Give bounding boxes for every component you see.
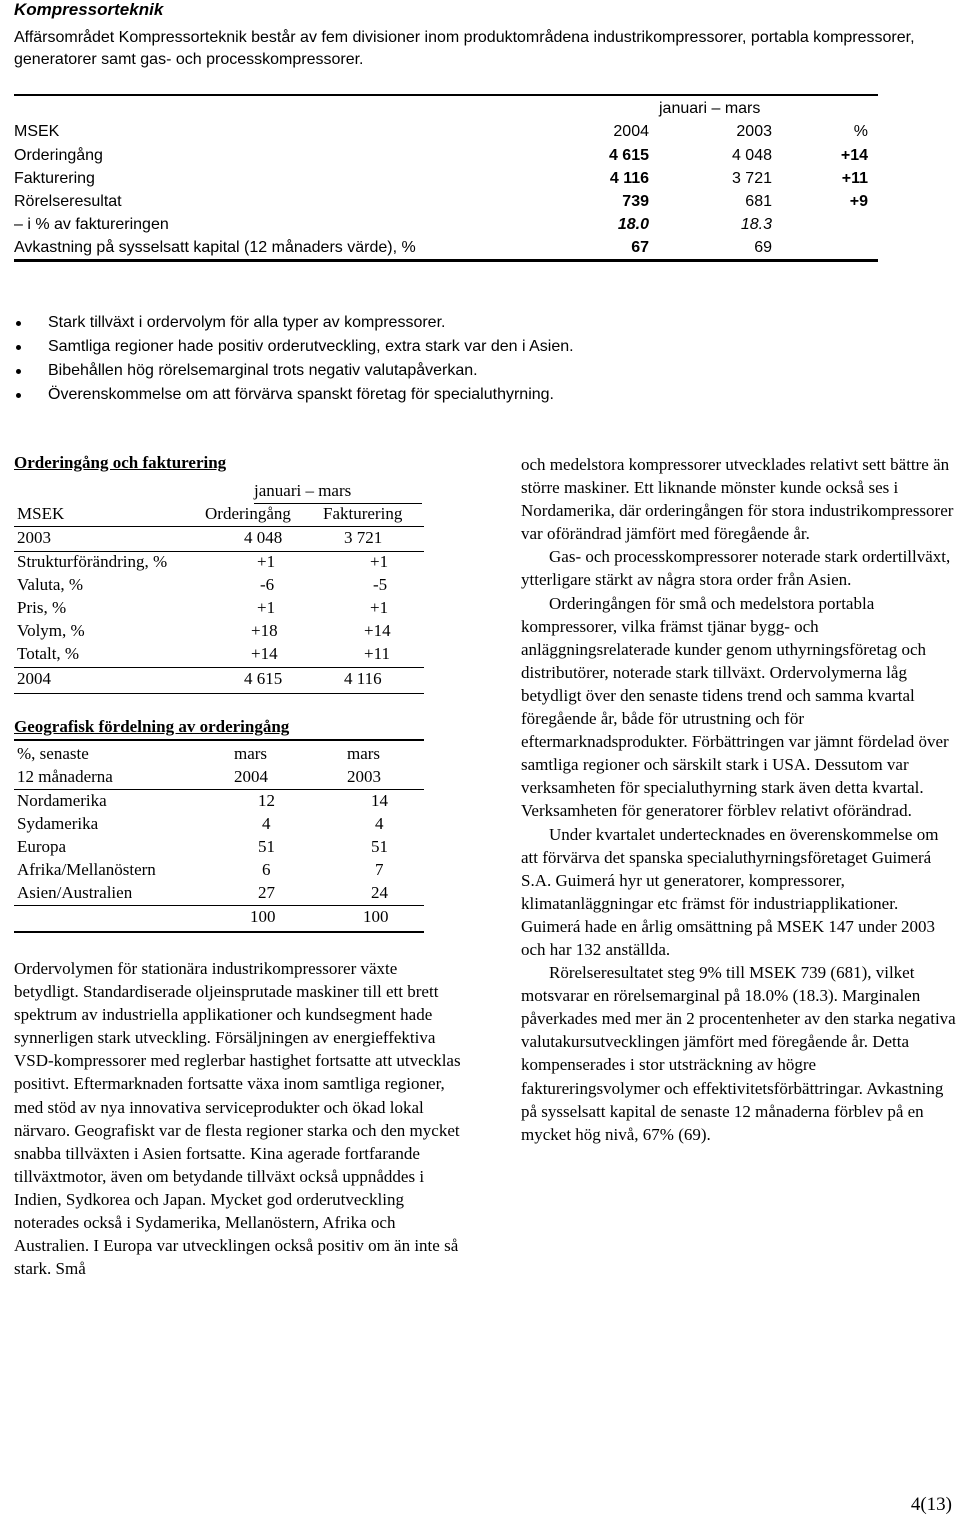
orders-value: +1 <box>257 552 276 571</box>
row-rule <box>14 905 424 906</box>
page-number: 4(13) <box>910 1494 952 1515</box>
row-label: Avkastning på sysselsatt kapital (12 månaders värde), % <box>14 239 416 256</box>
invoicing-value: +1 <box>370 598 389 617</box>
year-2003-header: 2003 <box>736 123 772 140</box>
row-value-2004: 18.0 <box>617 216 649 233</box>
bullet-icon <box>16 321 21 326</box>
bullet-icon <box>16 345 21 350</box>
header-year-2004: 2004 <box>234 767 268 786</box>
invoicing-value: 3 721 <box>344 528 383 547</box>
bullet-text: Bibehållen hög rörelsemarginal trots negativ valutapåverkan. <box>48 362 478 379</box>
invoicing-value: +1 <box>370 552 389 571</box>
row-value-2003: 18.3 <box>740 216 772 233</box>
row-value-2004: 67 <box>631 239 649 256</box>
share-2003: 4 <box>375 814 384 833</box>
row-value-2004: 4 116 <box>609 170 649 187</box>
share-2003: 51 <box>371 837 388 856</box>
row-label: Fakturering <box>14 170 95 187</box>
invoicing-value: -5 <box>373 575 388 594</box>
row-label: Totalt, % <box>17 644 80 663</box>
row-label: Rörelseresultat <box>14 193 122 210</box>
row-value-2004: 4 615 <box>608 147 649 164</box>
share-2004: 4 <box>262 814 271 833</box>
region-label: Europa <box>17 837 67 856</box>
header-label: %, senaste <box>17 744 89 763</box>
row-label: Pris, % <box>17 598 67 617</box>
list-item <box>14 311 914 335</box>
row-label: Volym, % <box>17 621 85 640</box>
region-label: Afrika/Mellanöstern <box>17 860 156 879</box>
region-label: Asien/Australien <box>17 883 133 902</box>
row-change: +14 <box>840 147 868 164</box>
orders-value: 4 048 <box>244 528 283 547</box>
row-rule <box>14 667 424 668</box>
list-item <box>14 335 914 359</box>
share-2004: 27 <box>258 883 275 902</box>
share-2003: 7 <box>375 860 384 879</box>
period-header: januari – mars <box>254 481 352 500</box>
paragraph: Rörelseresultatet steg 9% till MSEK 739 (681), vilket motsvarar en rörelsemarginal på 18.0% (18.3). Marginalen påverkades med mer än 2 procentenheter av den starka negativa valutakursutvecklingen jämfört med föregående år. Detta kompenserades i stor utsträckning av högre faktureringsvolymer och effektivitetsförbättringar. Avkastning på sysselsatt kapital de senaste 12 månaderna förblev på en mycket hög nivå, 67% (69). <box>521 963 956 1144</box>
orders-value: +1 <box>257 598 276 617</box>
header-label: 12 månaderna <box>17 767 113 786</box>
row-label: 2003 <box>17 528 51 547</box>
share-2003: 24 <box>371 883 388 902</box>
table-rule-bottom <box>14 931 424 933</box>
unit-header: MSEK <box>14 123 60 140</box>
bullet-text: Stark tillväxt i ordervolym för alla typer av kompressorer. <box>48 314 446 331</box>
header-rule <box>14 526 424 527</box>
row-value-2003: 3 721 <box>731 170 772 187</box>
orders-value: +14 <box>251 644 278 663</box>
row-value-2004: 739 <box>622 193 649 210</box>
paragraph: och medelstora kompressorer utvecklades relativt sett bättre än större maskiner. Ett liknande mönster kunde också ses i Nordamerika, där orderingången för stora industrikompressorer var oförändrad jämfört med föregående år. <box>521 455 954 544</box>
bullet-icon <box>16 369 21 374</box>
header-month-2004: mars <box>234 744 268 763</box>
share-2004: 51 <box>258 837 275 856</box>
row-value-2003: 4 048 <box>731 147 772 164</box>
region-label: Sydamerika <box>17 814 99 833</box>
paragraph: Under kvartalet undertecknades en överenskommelse om att förvärva det spanska specialuthyrningsföretaget Guimerá S.A. Guimerá hyr ut generatorer, kompressorer, klimatanläggningar etc främst för industriapplikationer. Guimerá hade en årlig omsättning på MSEK 147 under 2003 och har 132 anställda. <box>521 824 939 959</box>
list-item <box>14 383 914 407</box>
row-label: – i % av faktureringen <box>14 216 169 233</box>
row-value-2003: 69 <box>754 239 772 256</box>
total-2003: 100 <box>363 907 389 926</box>
row-label: Valuta, % <box>17 575 84 594</box>
orders-header: Orderingång <box>205 504 291 523</box>
bullet-icon <box>16 393 21 398</box>
invoicing-value: +14 <box>364 621 391 640</box>
paragraph: Orderingången för små och medelstora portabla kompressorer, vilka främst tjänar bygg- och anläggningsrelaterade kunder genom uthyrningsföretag och distributörer, noterade stark tillväxt. Ordervolymerna låg betydligt över den senaste tidens trend och samma kvartal föregående år, både för utrustning och för eftermarknadsprodukter. Förbättringen var jämnt fördelad över samtliga regioner och särskilt stark i USA. Dessutom var verksamheten för specialuthyrning stark även detta kvartal. Verksamheten för generatorer förblev relativt oförändrad. <box>521 593 949 821</box>
header-rule <box>14 739 424 741</box>
row-label: Orderingång <box>14 147 103 164</box>
share-2003: 14 <box>371 791 388 810</box>
intro-paragraph: Affärsområdet Kompressorteknik består av fem divisioner inom produktområdena industrikompressorer, portabla kompressorer, generatorer samt gas- och processkompressorer. <box>14 29 915 68</box>
share-2004: 12 <box>258 791 275 810</box>
highlights-list <box>14 311 914 407</box>
invoicing-value: +11 <box>364 644 390 663</box>
share-2004: 6 <box>262 860 271 879</box>
order-invoicing-table <box>14 453 424 698</box>
period-header: januari – mars <box>659 100 761 117</box>
year-2004-header: 2004 <box>613 123 649 140</box>
header-month-2003: mars <box>347 744 381 763</box>
row-label: Strukturförändring, % <box>17 552 168 571</box>
table-rule-top <box>14 94 878 96</box>
bullet-text: Samtliga regioner hade positiv orderutveckling, extra stark var den i Asien. <box>48 338 574 355</box>
invoicing-header: Fakturering <box>323 504 403 523</box>
orders-value: +18 <box>251 621 278 640</box>
region-label: Nordamerika <box>17 791 107 810</box>
table-rule-bottom <box>14 693 424 694</box>
unit-header: MSEK <box>17 504 65 523</box>
table-rule-bottom <box>14 259 878 262</box>
row-value-2003: 681 <box>745 193 772 210</box>
geographic-distribution-table <box>14 717 424 937</box>
bullet-text: Överenskommelse om att förvärva spanskt företag för specialuthyrning. <box>48 386 554 403</box>
body-text-left: Ordervolymen för stationära industrikompressorer växte betydligt. Standardiserade oljeinsprutade maskiner till ett brett spektrum av industriella applikationer och kundsegment hade synnerligen stark utveckling. Försäljningen av energieffektiva VSD-kompressorer med reglerbar hastighet fortsatte att utvecklas positivt. Eftermarknaden fortsatte växa inom samtliga regioner, med stöd av nya innovativa serviceprodukter och ökad lokal närvaro. Geografiskt var de flesta regioner starka och den mycket snabba tillväxten i Asien fortsatte. Kina agerade fortfarande tillväxtmotor, även om betydande tillväxt också uppnåddes i Indien, Sydkorea och Japan. Mycket god orderutveckling noterades också i Sydamerika, Mellanöstern, Afrika och Australien. I Europa var utvecklingen också positiv om än inte så stark. Små <box>14 959 461 1279</box>
table-title: Geografisk fördelning av orderingång <box>14 717 290 736</box>
orders-value: -6 <box>260 575 275 594</box>
row-label: 2004 <box>17 669 51 688</box>
body-text-right <box>521 453 957 1146</box>
header-rule <box>14 789 424 790</box>
list-item <box>14 359 914 383</box>
invoicing-value: 4 116 <box>344 669 382 688</box>
orders-value: 4 615 <box>244 669 283 688</box>
paragraph: Gas- och processkompressorer noterade stark ordertillväxt, ytterligare stärkt av några stora order från Asien. <box>521 547 951 590</box>
key-figures-table <box>14 94 878 262</box>
section-title: Kompressorteknik <box>14 0 164 19</box>
table-title: Orderingång och fakturering <box>14 453 227 472</box>
row-change: +11 <box>841 170 868 187</box>
percent-header: % <box>853 123 868 140</box>
header-year-2003: 2003 <box>347 767 381 786</box>
total-2004: 100 <box>250 907 276 926</box>
row-change: +9 <box>849 193 868 210</box>
